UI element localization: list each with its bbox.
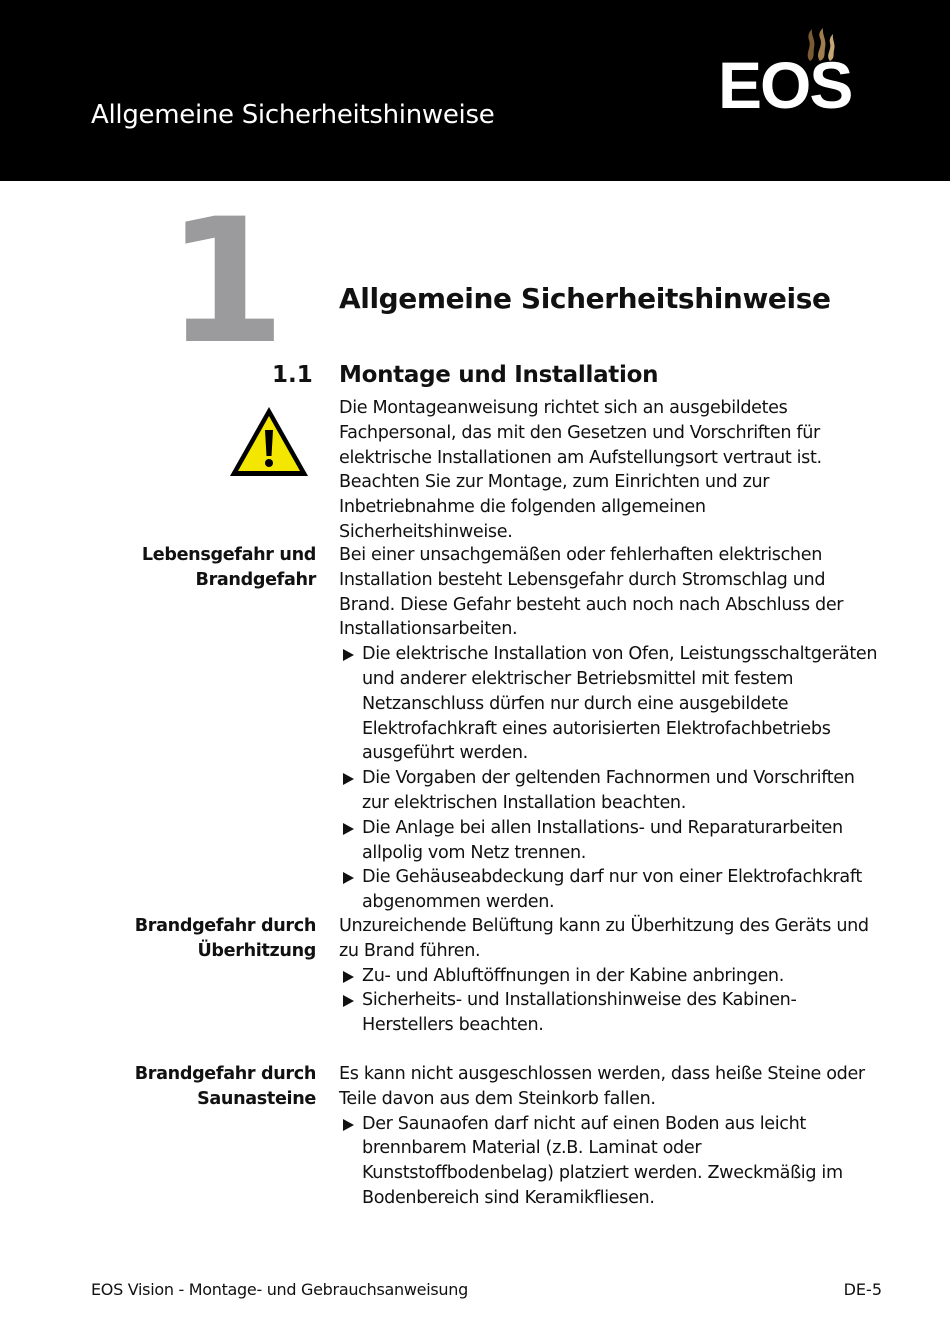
bullet-arrow-icon xyxy=(343,995,354,1007)
list-item-text: Die elektrische Installation von Ofen, Leistungsschaltgeräten und anderer elektrischer Betriebsmittel mit festem Netzanschluss dürfen nur durch eine ausgebildete Elektrofachkraft eines autorisierten Elektrofachbetriebs ausgeführt werden. xyxy=(362,644,878,764)
block-text: Bei einer unsachgemäßen oder fehlerhaften elektrischen Installation besteht Lebensgefahr durch Stromschlag und Brand. Diese Gefahr besteht auch noch nach Abschluss der Installationsarbeiten. xyxy=(339,545,844,640)
list-item-text: Sicherheits- und Installationshinweise des Kabinen-Herstellers beachten. xyxy=(362,990,797,1036)
warning-triangle-icon xyxy=(227,404,311,480)
label-line: Lebensgefahr und xyxy=(141,545,316,565)
list-item-text: Die Anlage bei allen Installations- und Reparaturarbeiten allpolig vom Netz trennen. xyxy=(362,817,843,863)
label-line: Saunasteine xyxy=(197,1088,316,1109)
header-title: Allgemeine Sicherheitshinweise xyxy=(91,100,495,130)
list-item-text: Die Vorgaben der geltenden Fachnormen und Vorschriften zur elektrischen Installation beachten. xyxy=(362,768,855,813)
footer-document-title: EOS Vision - Montage- und Gebrauchsanweisung xyxy=(91,1280,468,1299)
bullet-arrow-icon xyxy=(343,1119,354,1131)
bullet-list xyxy=(339,964,884,1038)
footer-page-number: DE-5 xyxy=(843,1280,882,1299)
page-header xyxy=(0,0,950,181)
logo-text: EOS xyxy=(718,48,852,122)
block-overheating-hazard xyxy=(339,914,884,1038)
section-number: 1.1 xyxy=(272,362,313,388)
bullet-list xyxy=(339,642,884,915)
block-text: Es kann nicht ausgeschlossen werden, dass heiße Steine oder Teile davon aus dem Steinkorb fallen. xyxy=(339,1064,865,1109)
label-line: Brandgefahr durch xyxy=(134,916,316,936)
bullet-list xyxy=(339,1112,884,1211)
list-item xyxy=(339,865,884,915)
block-stones-hazard xyxy=(339,1062,884,1211)
block-electric-hazard xyxy=(339,543,884,915)
list-item xyxy=(339,988,884,1038)
chapter-title: Allgemeine Sicherheitshinweise xyxy=(339,282,831,315)
chapter-number: 1 xyxy=(166,181,286,382)
label-line: Überhitzung xyxy=(197,940,316,961)
list-item xyxy=(339,964,884,989)
label-electric-hazard xyxy=(116,543,316,593)
bullet-arrow-icon xyxy=(343,773,354,785)
list-item xyxy=(339,642,884,766)
bullet-arrow-icon xyxy=(343,823,354,835)
list-item xyxy=(339,1112,884,1211)
label-stones-hazard xyxy=(116,1062,316,1112)
label-line: Brandgefahr xyxy=(195,569,316,590)
list-item-text: Zu- und Abluftöffnungen in der Kabine anbringen. xyxy=(362,965,784,986)
bullet-arrow-icon xyxy=(343,872,354,884)
bullet-arrow-icon xyxy=(343,971,354,983)
list-item xyxy=(339,816,884,866)
block-text: Unzureichende Belüftung kann zu Überhitzung des Geräts und zu Brand führen. xyxy=(339,916,869,961)
list-item-text: Der Saunaofen darf nicht auf einen Boden aus leicht brennbarem Material (z.B. Laminat oder Kunststoffbodenbelag) platziert werden. Zweckmäßig im Bodenbereich sind Keramikfliesen. xyxy=(362,1113,843,1208)
list-item-text: Die Gehäuseabdeckung darf nur von einer Elektrofachkraft abgenommen werden. xyxy=(362,867,862,913)
eos-logo xyxy=(718,28,882,122)
bullet-arrow-icon xyxy=(343,649,354,661)
section-title: Montage und Installation xyxy=(339,362,659,388)
label-overheating-hazard xyxy=(116,914,316,964)
section-intro: Die Montageanweisung richtet sich an ausgebildetes Fachpersonal, das mit den Gesetzen und Vorschriften für elektrische Installationen am Aufstellungsort vertraut ist. Beachten Sie zur Montage, zum Einrichten und zur Inbetriebnahme die folgenden allgemeinen Sicherheitshinweise. xyxy=(339,398,822,542)
label-line: Brandgefahr durch xyxy=(134,1064,316,1084)
list-item xyxy=(339,766,884,816)
